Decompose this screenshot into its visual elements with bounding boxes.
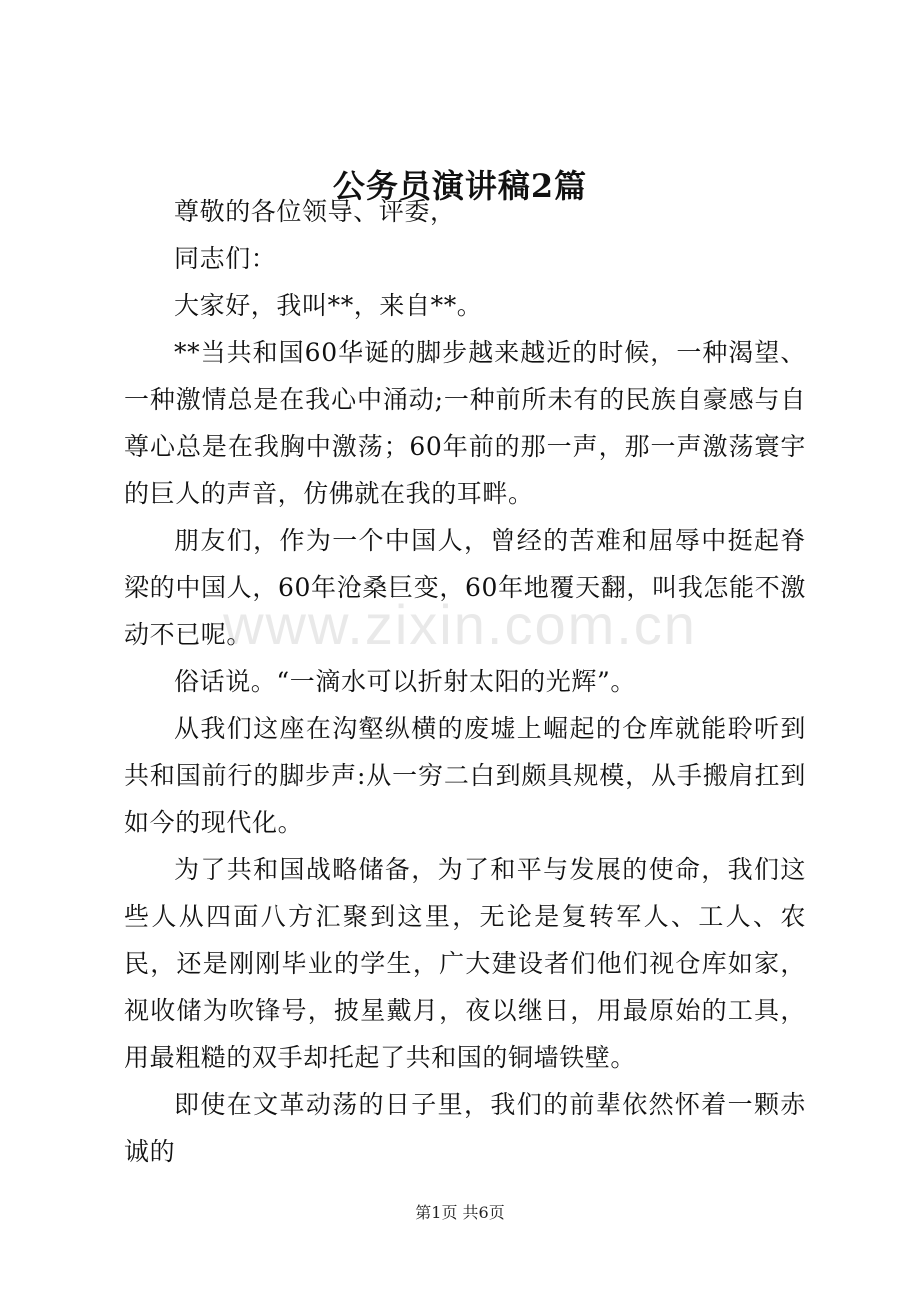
paragraph: 为了共和国战略储备，为了和平与发展的使命，我们这些人从四面八方汇聚到这里，无论是复转军人、工人、农民，还是刚刚毕业的学生，广大建设者们他们视仓库如家，视收储为吹锋号，披星戴月，夜以继日，用最原始的工具，用最粗糙的双手却托起了共和国的铜墙铁壁。 xyxy=(124,855,806,1072)
paragraph-salutation: 尊敬的各位领导、评委， xyxy=(174,197,456,226)
paragraph: 从我们这座在沟壑纵横的废墟上崛起的仓库就能聆听到共和国前行的脚步声:从一穷二白到颇具规模，从手搬肩扛到如今的现代化。 xyxy=(124,714,806,837)
document-title: 公务员演讲稿2篇 xyxy=(332,167,588,205)
paragraph-greeting-comrades: 同志们： xyxy=(174,244,277,273)
watermark: www.zixin.com.cn xyxy=(223,593,697,656)
paragraph: **当共和国60华诞的脚步越来越近的时候，一种渴望、一种激情总是在我心中涌动;一种前所未有的民族自豪感与自尊心总是在我胸中激荡；60年前的那一声，那一声激荡寰宇的巨人的声音，仿佛就在我的耳畔。 xyxy=(124,338,806,508)
paragraph: 即使在文革动荡的日子里，我们的前辈依然怀着一颗赤诚的 xyxy=(124,1090,806,1166)
paragraph: 朋友们，作为一个中国人，曾经的苦难和屈辱中挺起脊梁的中国人，60年沧桑巨变，60年地覆天翻，叫我怎能不激动不已呢。 xyxy=(124,526,806,649)
paragraph: 俗话说。“一滴水可以折射太阳的光辉”。 xyxy=(174,667,636,696)
page-footer: 第1页 共6页 xyxy=(415,1203,505,1222)
paragraph-self-introduction: 大家好，我叫**，来自**。 xyxy=(174,291,483,320)
document-body xyxy=(124,188,806,1175)
